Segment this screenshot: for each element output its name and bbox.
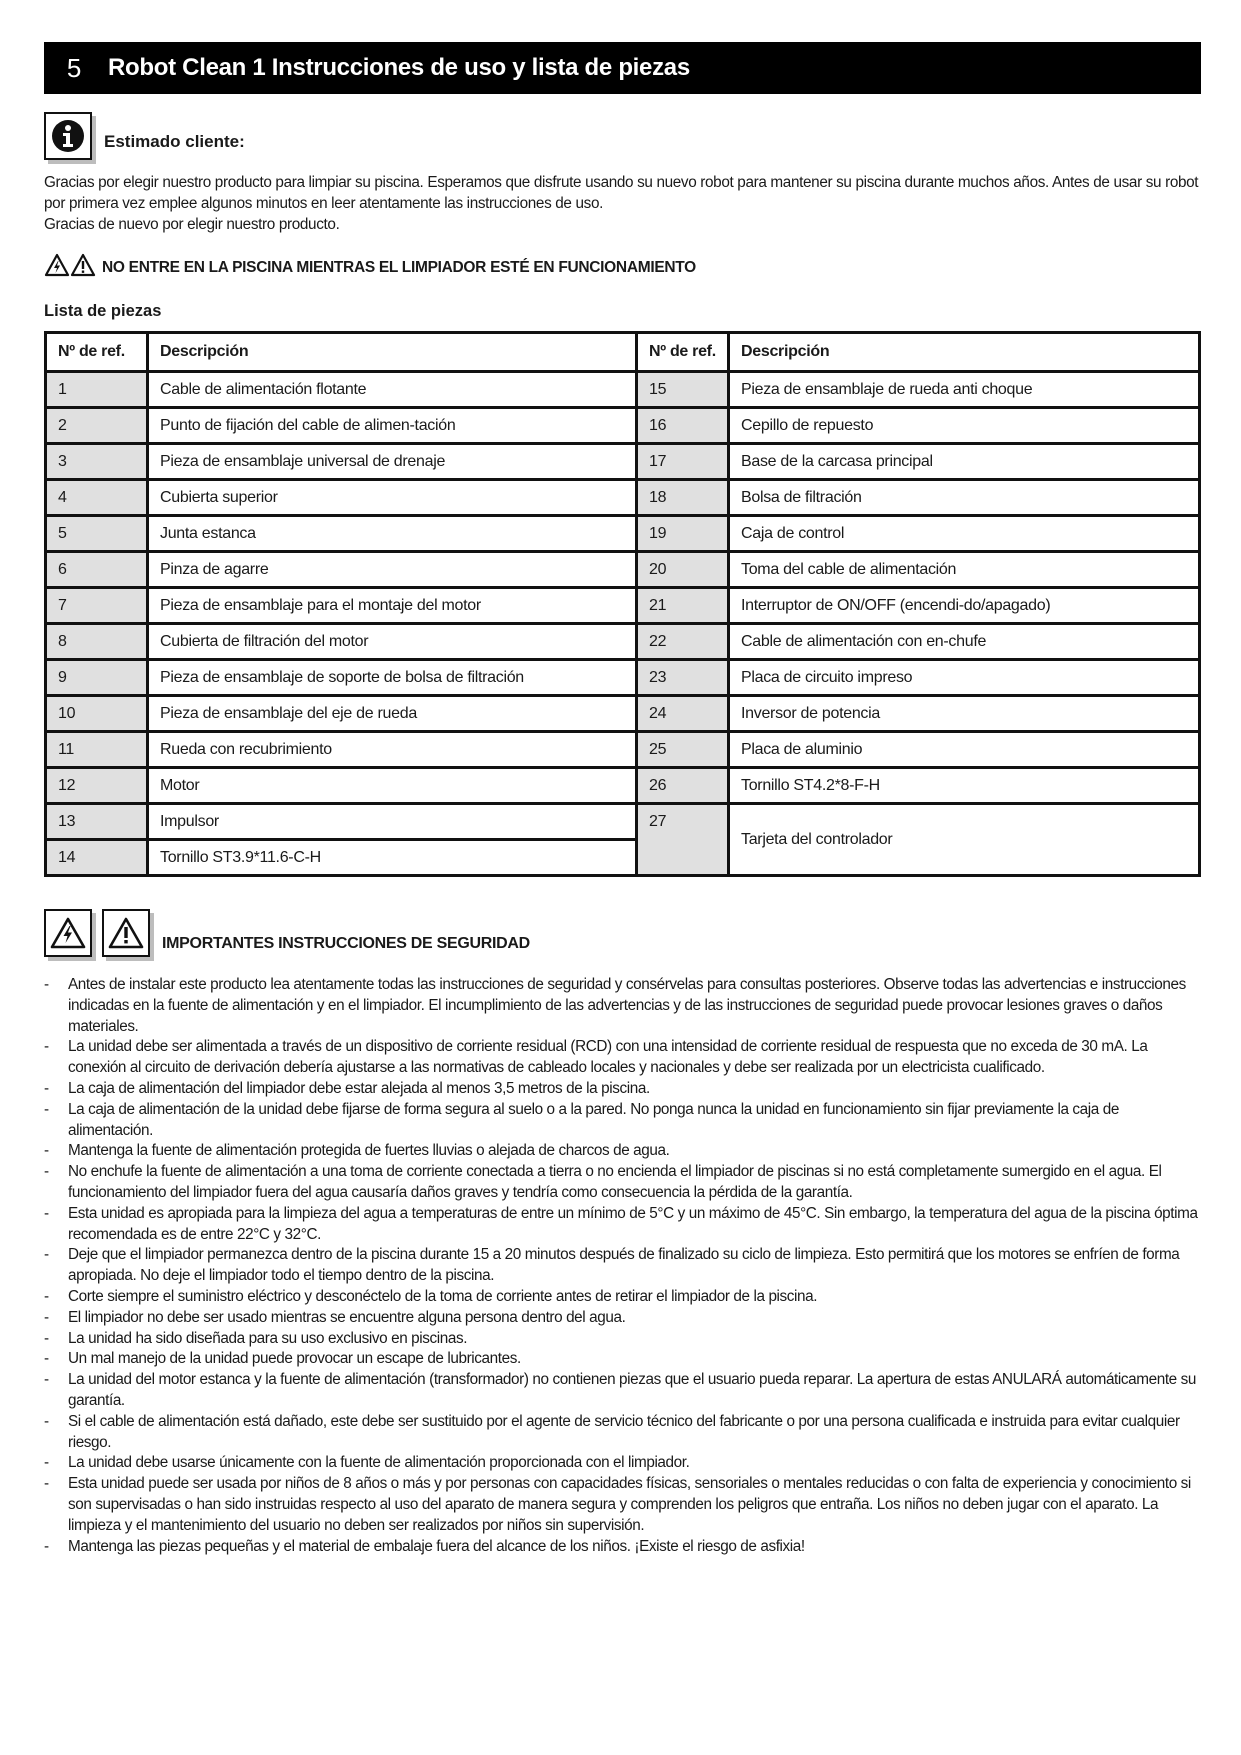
- page-title: Robot Clean 1 Instrucciones de uso y lista de piezas: [108, 54, 690, 81]
- list-item: - Si el cable de alimentación está dañado, este debe ser sustituido por el agente de servicio técnico del fabricante o por una persona cualificada e instruida para evitar cualquier riesgo.: [44, 1412, 1201, 1454]
- part-description: Rueda con recubrimiento: [148, 732, 637, 768]
- part-ref: 6: [46, 552, 148, 588]
- greeting-label: Estimado cliente:: [104, 132, 245, 151]
- part-ref: 9: [46, 660, 148, 696]
- part-ref: 27: [637, 804, 729, 876]
- part-description: Bolsa de filtración: [729, 480, 1200, 516]
- electric-warning-icon: [44, 253, 70, 282]
- list-item: - Un mal manejo de la unidad puede provocar un escape de lubricantes.: [44, 1349, 1201, 1370]
- intro-paragraph: Gracias de nuevo por elegir nuestro producto.: [44, 216, 340, 233]
- header-ref: Nº de ref.: [46, 333, 148, 372]
- part-ref: 2: [46, 408, 148, 444]
- list-item: - El limpiador no debe ser usado mientras se encuentre alguna persona dentro del agua.: [44, 1308, 1201, 1329]
- part-ref: 17: [637, 444, 729, 480]
- part-ref: 18: [637, 480, 729, 516]
- part-description: Cable de alimentación con en-chufe: [729, 624, 1200, 660]
- table-header-row: [46, 333, 1200, 372]
- header-description: Descripción: [148, 333, 637, 372]
- part-ref: 16: [637, 408, 729, 444]
- part-ref: 7: [46, 588, 148, 624]
- list-item: - La unidad debe usarse únicamente con la fuente de alimentación proporcionada con el limpiador.: [44, 1453, 1201, 1474]
- part-description: Pieza de ensamblaje del eje de rueda: [148, 696, 637, 732]
- list-item: - Esta unidad puede ser usada por niños de 8 años o más y por personas con capacidades físicas, sensoriales o mentales reducidas o con falta de experiencia y conocimiento si son supervisadas o han sido instruidas respecto al uso del aparato de manera segura y comprenden los peligros que entraña. Los niños no deben jugar con el aparato. La limpieza y el mantenimiento del usuario no deben ser realizados por niños sin supervisión.: [44, 1474, 1201, 1536]
- intro-text: [44, 172, 1201, 235]
- part-description: Motor: [148, 768, 637, 804]
- table-row: [46, 804, 1200, 840]
- part-description: Pieza de ensamblaje universal de drenaje: [148, 444, 637, 480]
- part-ref: 10: [46, 696, 148, 732]
- part-ref: 1: [46, 372, 148, 408]
- part-description: Tarjeta del controlador: [729, 804, 1200, 876]
- part-ref: 20: [637, 552, 729, 588]
- part-description: Tornillo ST3.9*11.6-C-H: [148, 840, 637, 876]
- list-item: - La unidad ha sido diseñada para su uso exclusivo en piscinas.: [44, 1329, 1201, 1350]
- intro-paragraph: Gracias por elegir nuestro producto para limpiar su piscina. Esperamos que disfrute usando su nuevo robot para mantener su piscina durante muchos años. Antes de usar su robot por primera vez emplee algunos minutos en leer atentamente las instrucciones de uso.: [44, 174, 1199, 212]
- part-ref: 4: [46, 480, 148, 516]
- pool-warning: [44, 253, 1201, 282]
- part-ref: 8: [46, 624, 148, 660]
- part-description: Toma del cable de alimentación: [729, 552, 1200, 588]
- list-item: - Corte siempre el suministro eléctrico y desconéctelo de la toma de corriente antes de retirar el limpiador de la piscina.: [44, 1287, 1201, 1308]
- part-ref: 11: [46, 732, 148, 768]
- table-row: [46, 444, 1200, 480]
- table-row: [46, 552, 1200, 588]
- part-description: Tornillo ST4.2*8-F-H: [729, 768, 1200, 804]
- list-item: - Antes de instalar este producto lea atentamente todas las instrucciones de seguridad y consérvelas para consultas posteriores. Observe todas las advertencias e instrucciones indicadas en la fuente de alimentación y en el limpiador. El incumplimiento de las advertencias y de las instrucciones de seguridad puede provocar lesiones graves o daños materiales.: [44, 975, 1201, 1037]
- part-ref: 23: [637, 660, 729, 696]
- electric-hazard-icon: [44, 909, 92, 957]
- section-header: [44, 42, 1201, 94]
- part-description: Impulsor: [148, 804, 637, 840]
- table-row: [46, 768, 1200, 804]
- part-ref: 21: [637, 588, 729, 624]
- table-row: [46, 588, 1200, 624]
- list-item: - La caja de alimentación del limpiador debe estar alejada al menos 3,5 metros de la piscina.: [44, 1079, 1201, 1100]
- part-ref: 13: [46, 804, 148, 840]
- table-row: [46, 660, 1200, 696]
- table-row: [46, 516, 1200, 552]
- part-ref: 25: [637, 732, 729, 768]
- part-description: Placa de aluminio: [729, 732, 1200, 768]
- list-item: - La unidad debe ser alimentada a través de un dispositivo de corriente residual (RCD) con una intensidad de corriente residual de respuesta que no exceda de 30 mA. La conexión al circuito de derivación debería ajustarse a las normativas de cableado locales y nacionales y debe ser realizada por un electricista cualificado.: [44, 1037, 1201, 1079]
- part-description: Pieza de ensamblaje de rueda anti choque: [729, 372, 1200, 408]
- table-row: [46, 696, 1200, 732]
- info-icon: [44, 112, 92, 160]
- part-description: Cable de alimentación flotante: [148, 372, 637, 408]
- part-description: Punto de fijación del cable de alimen-tación: [148, 408, 637, 444]
- part-ref: 24: [637, 696, 729, 732]
- part-description: Cubierta de filtración del motor: [148, 624, 637, 660]
- part-ref: 3: [46, 444, 148, 480]
- list-item: - Esta unidad es apropiada para la limpieza del agua a temperaturas de entre un mínimo de 5°C y un máximo de 45°C. Sin embargo, la temperatura del agua de la piscina óptima recomendada es de entre 22°C y 32°C.: [44, 1204, 1201, 1246]
- safety-header: [44, 909, 1201, 957]
- part-description: Interruptor de ON/OFF (encendi-do/apagado): [729, 588, 1200, 624]
- manual-page: [44, 42, 1201, 1557]
- part-description: Inversor de potencia: [729, 696, 1200, 732]
- table-row: [46, 408, 1200, 444]
- part-ref: 15: [637, 372, 729, 408]
- part-description: Junta estanca: [148, 516, 637, 552]
- table-row: [46, 624, 1200, 660]
- part-description: Placa de circuito impreso: [729, 660, 1200, 696]
- part-ref: 26: [637, 768, 729, 804]
- header-description: Descripción: [729, 333, 1200, 372]
- parts-list-title: Lista de piezas: [44, 302, 162, 320]
- part-ref: 12: [46, 768, 148, 804]
- part-description: Caja de control: [729, 516, 1200, 552]
- part-ref: 22: [637, 624, 729, 660]
- part-description: Pieza de ensamblaje de soporte de bolsa de filtración: [148, 660, 637, 696]
- safety-title: IMPORTANTES INSTRUCCIONES DE SEGURIDAD: [162, 935, 530, 952]
- part-description: Cepillo de repuesto: [729, 408, 1200, 444]
- section-number: 5: [66, 52, 82, 83]
- list-item: - Deje que el limpiador permanezca dentro de la piscina durante 15 a 20 minutos después de finalizado su ciclo de limpieza. Esto permitirá que los motores se enfríen de forma apropiada. No deje el limpiador todo el tiempo dentro de la piscina.: [44, 1245, 1201, 1287]
- table-row: [46, 372, 1200, 408]
- warning-icon: [70, 253, 96, 282]
- greeting-row: [44, 112, 1201, 160]
- part-description: Pinza de agarre: [148, 552, 637, 588]
- list-item: - La caja de alimentación de la unidad debe fijarse de forma segura al suelo o a la pared. No ponga nunca la unidad en funcionamiento sin fijar previamente la caja de alimentación.: [44, 1100, 1201, 1142]
- warning-text: NO ENTRE EN LA PISCINA MIENTRAS EL LIMPIADOR ESTÉ EN FUNCIONAMIENTO: [102, 258, 696, 276]
- general-warning-icon: [102, 909, 150, 957]
- table-row: [46, 732, 1200, 768]
- parts-table: [44, 331, 1201, 877]
- table-row: [46, 480, 1200, 516]
- part-ref: 5: [46, 516, 148, 552]
- list-item: - Mantenga la fuente de alimentación protegida de fuertes lluvias o alejada de charcos de agua.: [44, 1141, 1201, 1162]
- part-description: Cubierta superior: [148, 480, 637, 516]
- part-description: Pieza de ensamblaje para el montaje del motor: [148, 588, 637, 624]
- list-item: - Mantenga las piezas pequeñas y el material de embalaje fuera del alcance de los niños. ¡Existe el riesgo de asfixia!: [44, 1537, 1201, 1558]
- part-ref: 19: [637, 516, 729, 552]
- header-ref: Nº de ref.: [637, 333, 729, 372]
- part-description: Base de la carcasa principal: [729, 444, 1200, 480]
- part-ref: 14: [46, 840, 148, 876]
- list-item: - No enchufe la fuente de alimentación a una toma de corriente conectada a tierra o no encienda el limpiador de piscinas si no está completamente sumergido en el agua. El funcionamiento del limpiador fuera del agua causaría daños graves y tendría como consecuencia la pérdida de la garantía.: [44, 1162, 1201, 1204]
- list-item: - La unidad del motor estanca y la fuente de alimentación (transformador) no contienen piezas que el usuario pueda reparar. La apertura de estas ANULARÁ automáticamente su garantía.: [44, 1370, 1201, 1412]
- safety-list: [44, 975, 1201, 1557]
